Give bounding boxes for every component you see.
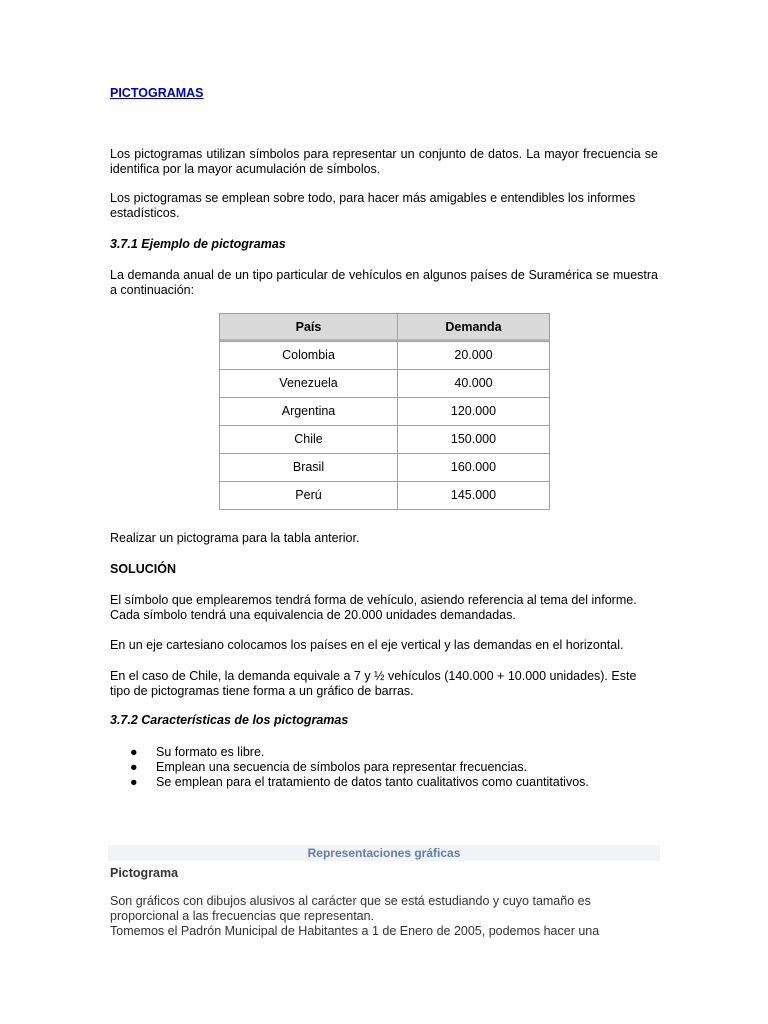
table-header-row — [219, 313, 550, 342]
table-cell-country: Colombia — [219, 342, 398, 370]
solution-paragraph-3: En el caso de Chile, la demanda equivale a 7 y ½ vehículos (140.000 + 10.000 unidades). Este tipo de pictogramas tiene forma a un gráfico de barras. — [110, 669, 637, 698]
list-item-text: Emplean una secuencia de símbolos para representar frecuencias. — [156, 760, 528, 774]
closing-paragraph-2: Tomemos el Padrón Municipal de Habitantes a 1 de Enero de 2005, podemos hacer una — [110, 924, 600, 938]
table-cell-demand: 40.000 — [398, 370, 550, 398]
list-item — [110, 775, 658, 790]
features-list — [110, 745, 658, 790]
example-paragraph: La demanda anual de un tipo particular de vehículos en algunos países de Suramérica se muestra a continuación: — [110, 268, 658, 297]
solution-heading: SOLUCIÓN — [110, 562, 176, 576]
table-row — [219, 426, 550, 454]
closing-paragraph-1: Son gráficos con dibujos alusivos al carácter que se está estudiando y cuyo tamaño es proporcional a las frecuencias que representan. — [110, 894, 591, 923]
table-cell-demand: 160.000 — [398, 454, 550, 482]
table-row — [219, 398, 550, 426]
demand-table — [219, 313, 550, 510]
document-title-link[interactable]: PICTOGRAMAS — [110, 86, 204, 100]
table-cell-demand: 120.000 — [398, 398, 550, 426]
table-row — [219, 482, 550, 510]
table-cell-country: Brasil — [219, 454, 398, 482]
list-item — [110, 745, 658, 760]
subsection-heading: Pictograma — [110, 866, 179, 880]
list-item — [110, 760, 658, 775]
table-cell-country: Venezuela — [219, 370, 398, 398]
task-paragraph: Realizar un pictograma para la tabla anterior. — [110, 531, 360, 545]
table-cell-demand: 150.000 — [398, 426, 550, 454]
solution-paragraph-1: El símbolo que emplearemos tendrá forma de vehículo, asiendo referencia al tema del informe. Cada símbolo tendrá una equivalencia de 20.000 unidades demandadas. — [110, 593, 637, 622]
table-cell-country: Argentina — [219, 398, 398, 426]
table-cell-demand: 145.000 — [398, 482, 550, 510]
section-band — [108, 845, 660, 861]
section-heading-characteristics: 3.7.2 Características de los pictogramas — [110, 713, 349, 727]
table-header-cell: Demanda — [398, 313, 550, 342]
table-row — [219, 370, 550, 398]
bullet-icon: ● — [130, 760, 138, 774]
list-item-text: Se emplean para el tratamiento de datos tanto cualitativos como cuantitativos. — [156, 775, 589, 789]
intro-paragraph-2: Los pictogramas se emplean sobre todo, para hacer más amigables e entendibles los informes estadísticos. — [110, 191, 636, 220]
table-cell-country: Chile — [219, 426, 398, 454]
intro-paragraph-1: Los pictogramas utilizan símbolos para representar un conjunto de datos. La mayor frecuencia se identifica por la mayor acumulación de símbolos. — [110, 147, 658, 176]
section-heading-example: 3.7.1 Ejemplo de pictogramas — [110, 237, 286, 251]
table-cell-country: Perú — [219, 482, 398, 510]
bullet-icon: ● — [130, 775, 138, 789]
table-row — [219, 342, 550, 370]
table-row — [219, 454, 550, 482]
table-cell-demand: 20.000 — [398, 342, 550, 370]
table-header-cell: País — [219, 313, 398, 342]
bullet-icon: ● — [130, 745, 138, 759]
band-title: Representaciones gráficas — [307, 846, 461, 860]
solution-paragraph-2: En un eje cartesiano colocamos los países en el eje vertical y las demandas en el horizontal. — [110, 638, 624, 652]
list-item-text: Su formato es libre. — [156, 745, 265, 759]
